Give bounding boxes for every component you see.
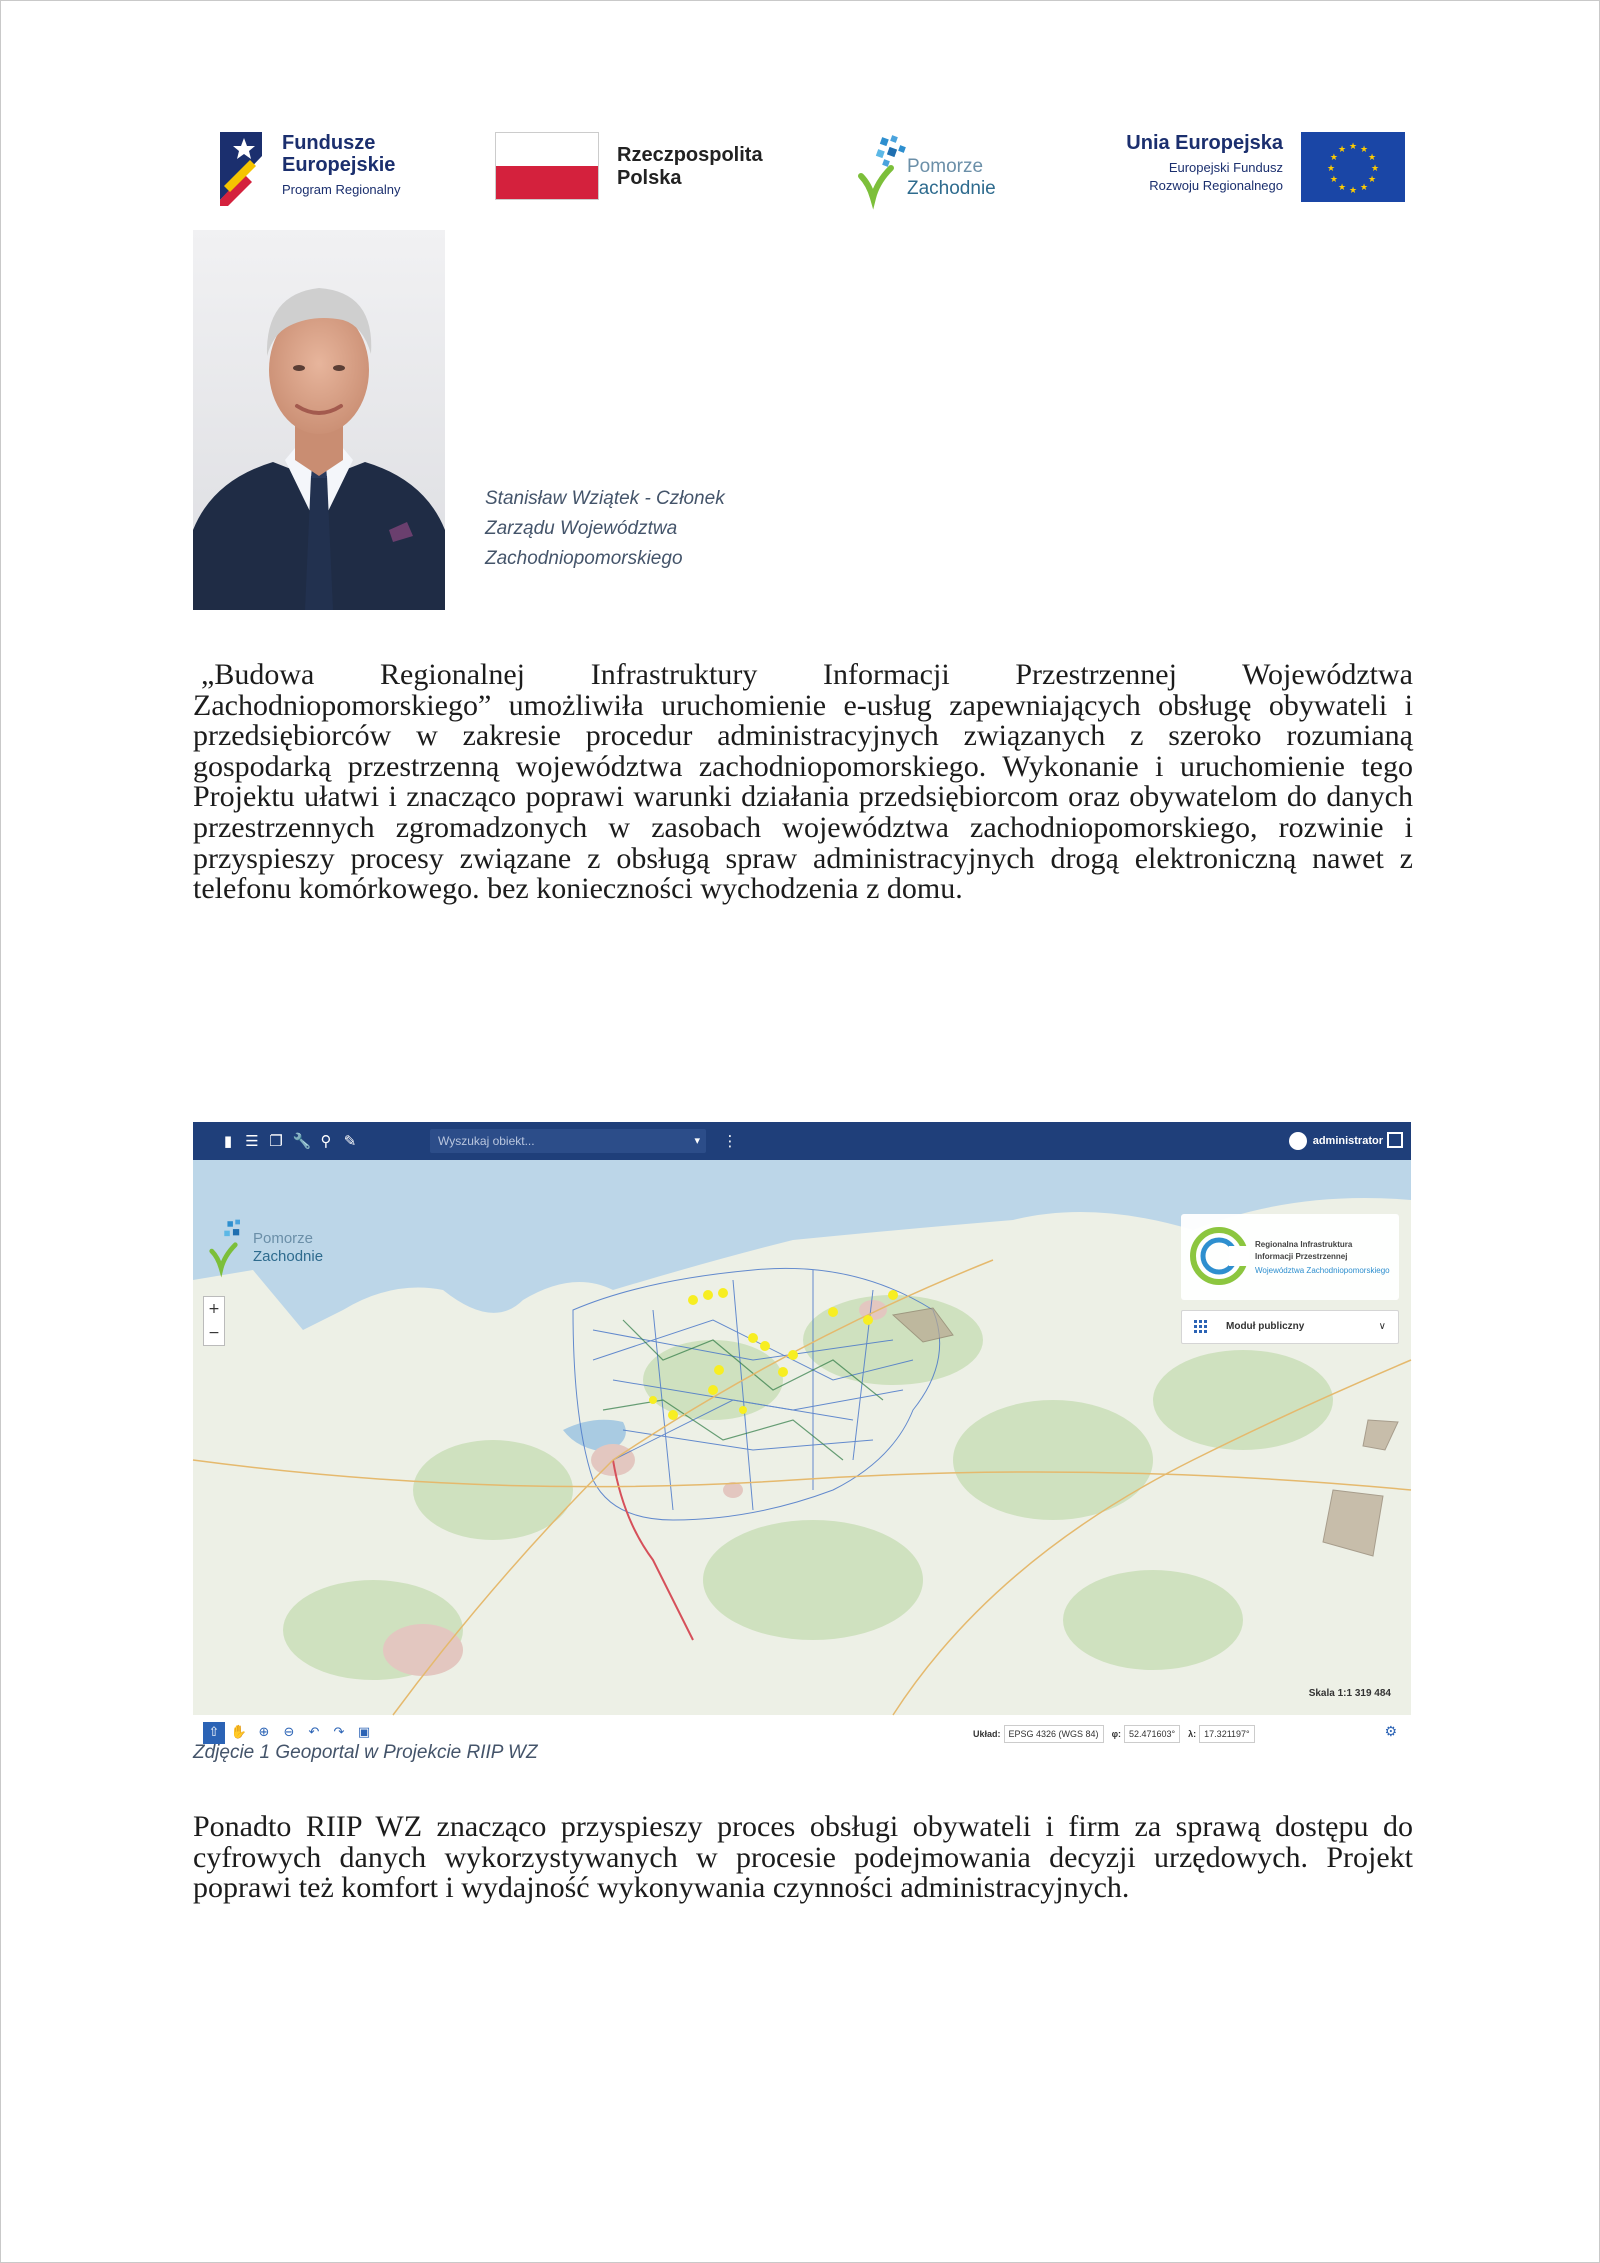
polish-flag-icon [495,132,599,200]
eu-flag-icon [1301,132,1405,202]
fundusze-line-1: Fundusze [282,132,376,154]
coord-lat-label: φ: [1111,1729,1121,1739]
user-name: administrator [1312,1135,1383,1147]
chevron-down-icon: ∨ [1378,1321,1386,1332]
pomorze-line-2: Zachodnie [907,178,996,199]
riip-line-1: Regionalna Infrastruktura [1255,1240,1353,1249]
gear-icon[interactable]: ⚙ [1384,1724,1397,1740]
riip-line-3: Województwa Zachodniopomorskiego [1255,1266,1390,1275]
coord-lat-value: 52.471603° [1124,1725,1180,1743]
geoportal-screenshot [193,1122,1411,1740]
eu-star-icon: ★ [1326,164,1336,174]
more-options-icon[interactable]: ⋮ [722,1132,738,1150]
map-pomorze-line-2: Zachodnie [253,1248,324,1265]
portrait-caption-line-2: Zarządu Województwa [485,518,678,539]
eu-star-icon: ★ [1337,144,1347,155]
closing-paragraph: Ponadto RIIP WZ znacząco przyspieszy proces obsługi obywateli i firm za sprawą dostępu do cyfrowych danych wykorzystywanych w procesie podejmowania decyzji urzędowych. Projekt poprawi też komfort i wydajność wykonywania czynności administracyjnych. [193,1810,1413,1905]
search-icon[interactable]: ⚲ [320,1132,332,1150]
eu-star-icon: ★ [1329,175,1338,185]
user-menu[interactable] [1289,1122,1383,1160]
fundusze-line-3: Program Regionalny [282,182,401,197]
portrait-photo [193,230,445,610]
portrait-caption-line-3: Zachodniopomorskiego [485,548,683,569]
coord-system-value[interactable]: EPSG 4326 (WGS 84) [1004,1725,1104,1743]
pomorze-zachodnie-mark-icon [855,132,911,202]
list-icon[interactable]: ☰ [245,1132,259,1150]
eu-star-icon: ★ [1348,186,1358,196]
document-icon[interactable]: ▮ [223,1132,233,1150]
fundusze-europejskie-mark-icon [214,126,270,206]
pointer-icon[interactable]: ⇧ [203,1722,225,1744]
riip-logo [1181,1214,1399,1300]
zoom-in-icon[interactable]: ⊕ [258,1725,270,1740]
zoom-out-icon[interactable]: ⊖ [283,1725,295,1740]
fundusze-line-2: Europejskie [282,154,396,176]
redo-icon[interactable]: ↷ [333,1725,345,1740]
pencil-icon[interactable]: ✎ [343,1132,357,1150]
object-search-input[interactable] [430,1129,686,1153]
zoom-out-button[interactable]: − [208,1325,220,1341]
map-pomorze-logo [207,1210,357,1272]
coord-lon-label: λ: [1188,1729,1197,1739]
logout-icon[interactable] [1387,1132,1403,1148]
camera-icon[interactable]: ▣ [357,1725,371,1740]
avatar-icon [1289,1132,1307,1150]
layers-icon[interactable]: ❐ [269,1132,283,1150]
map-pomorze-line-1: Pomorze [253,1230,314,1247]
rzeczpospolita-polska-logo [495,118,805,213]
portrait-caption-line-1: Stanisław Wziątek - Członek [485,488,725,509]
portrait-image-icon [193,230,445,610]
module-select[interactable] [1181,1310,1399,1344]
geoportal-toolbar [193,1122,1411,1160]
hand-icon[interactable]: ✋ [230,1725,248,1740]
eu-star-icon: ★ [1368,175,1377,185]
undo-icon[interactable]: ↶ [308,1725,320,1740]
unia-line-1: Unia Europejska [1126,132,1283,154]
rzeczpospolita-line-1: Rzeczpospolita [617,144,763,166]
coord-lon-value: 17.321197° [1199,1725,1254,1743]
coord-system-label: Układ: [973,1729,1001,1739]
wrench-icon[interactable]: 🔧 [292,1132,312,1150]
riip-mark-icon [1189,1226,1249,1286]
eu-star-icon: ★ [1359,183,1369,194]
map-canvas[interactable] [193,1160,1411,1740]
coordinates-readout [973,1722,1263,1746]
pomorze-zachodnie-logo [855,118,1025,213]
riip-line-2: Informacji Przestrzennej [1255,1252,1348,1261]
eu-star-icon: ★ [1368,153,1377,163]
pomorze-zachodnie-mark-icon [207,1216,251,1272]
pomorze-line-1: Pomorze [907,156,984,177]
eu-star-icon: ★ [1337,183,1347,194]
eu-star-icon: ★ [1329,153,1338,163]
eu-star-icon: ★ [1348,142,1358,152]
rzeczpospolita-line-2: Polska [617,167,682,189]
eu-star-icon: ★ [1370,164,1380,174]
intro-paragraph: „Budowa Regionalnej Infrastruktury Informacji Przestrzennej Województwa Zachodniopomorskiego” umożliwiła uruchomienie e-usług zapewniających obsługę obywateli i przedsiębiorców w zakresie procedur administracyjnych związanych z szeroko rozumianą gospodarką przestrzenną województwa zachodniopomorskiego. Wykonanie i uruchomienie tego Projektu ułatwi i znacząco poprawi warunki działania przedsiębiorcom oraz obywatelom do danych przestrzennych zgromadzonych w zasobach województwa zachodniopomorskiego, rozwinie i przyspieszy procesy związane z obsługą spraw administracyjnych drogą elektroniczną nawet z telefonu komórkowego. bez konieczności wychodzenia z domu. [193,658,1413,906]
map-scale: Skala 1:1 319 484 [1308,1688,1391,1699]
object-search [430,1129,706,1153]
zoom-in-button[interactable]: + [208,1301,220,1317]
unia-line-2: Europejski Fundusz [1168,160,1283,175]
portrait-caption [485,484,785,574]
grid-icon [1194,1320,1208,1334]
unia-europejska-logo [1090,118,1405,213]
fundusze-europejskie-logo [210,118,470,213]
logo-bar [210,118,1405,213]
unia-line-3: Rozwoju Regionalnego [1149,178,1283,193]
figure-caption: Zdjęcie 1 Geoportal w Projekcie RIIP WZ [193,1742,538,1763]
eu-star-icon: ★ [1359,144,1369,155]
zoom-control [203,1296,225,1346]
module-select-value: Moduł publiczny [1226,1321,1305,1332]
chevron-down-icon[interactable]: ▾ [694,1134,700,1147]
